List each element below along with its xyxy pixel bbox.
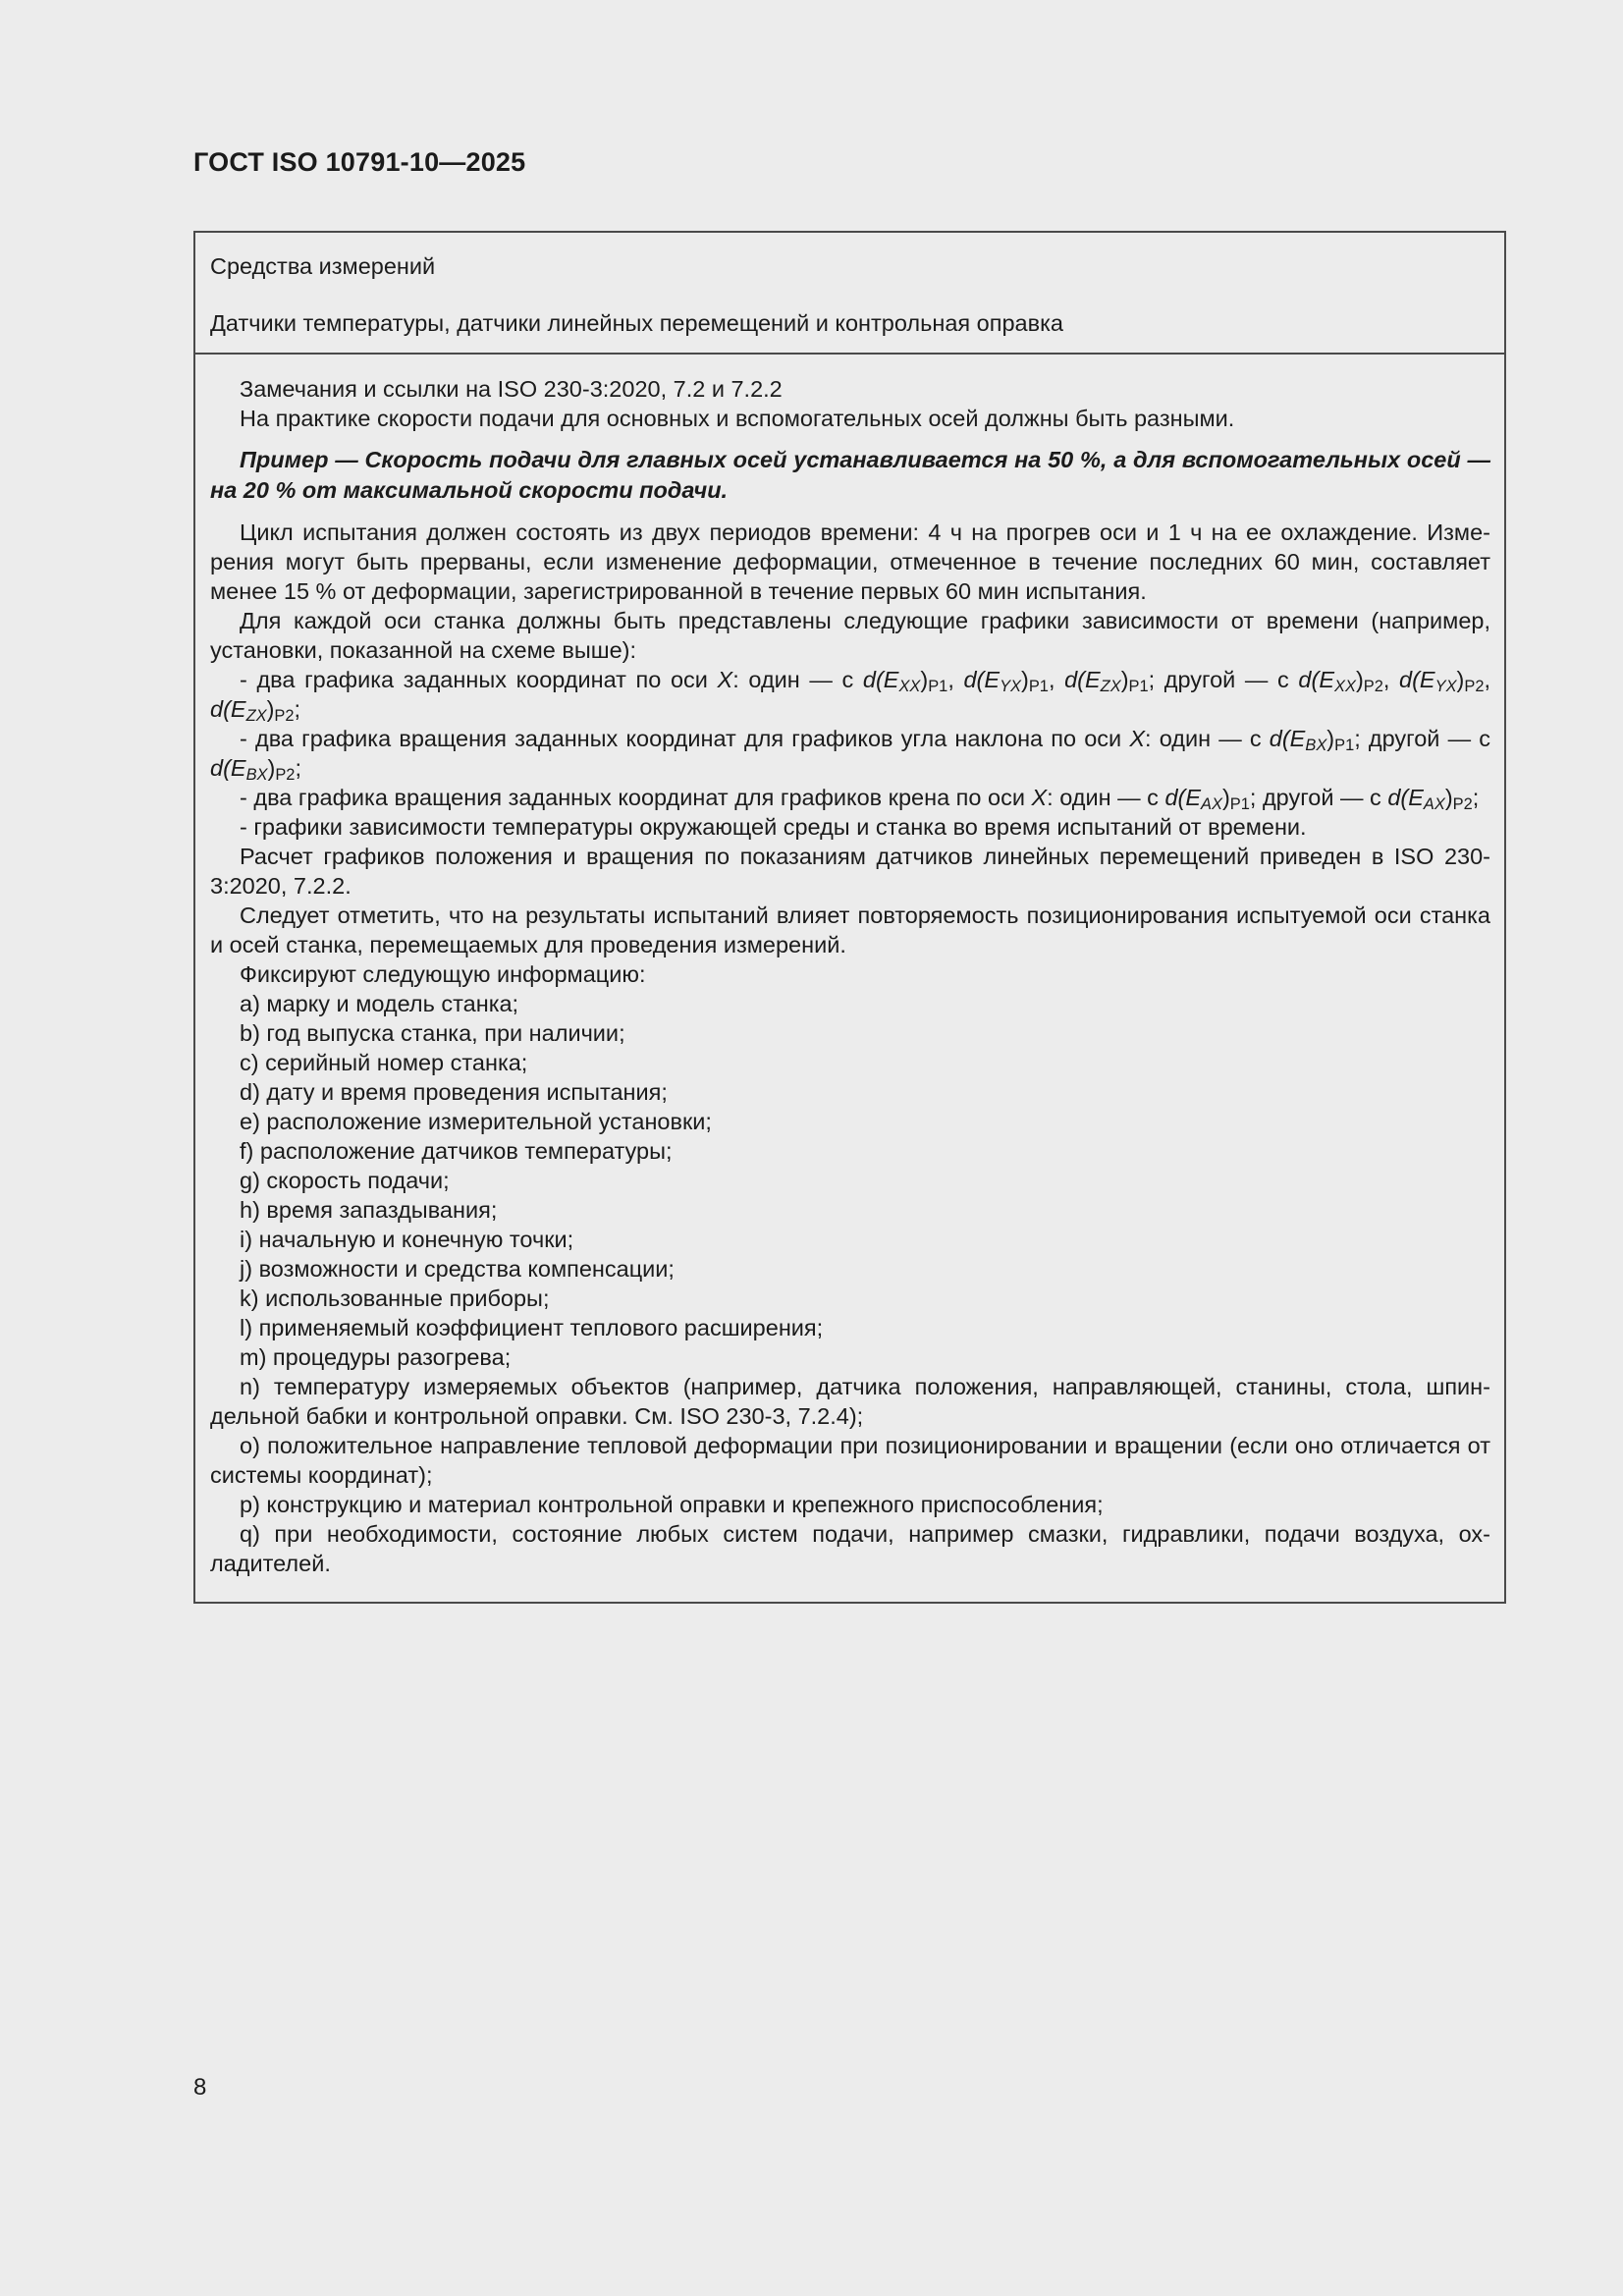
notes-reference: Замечания и ссылки на ISO 230-3:2020, 7.2 и 7.2.2 [240, 376, 783, 402]
graph-bullet-roll: - два графика вращения заданных координат для графиков крена по оси X: один — с $d(E_{AX})_{P1}$; другой — с $d(E_{AX})_{P2}$; [240, 785, 1480, 813]
content-frame [193, 231, 1506, 1604]
list-item: o) положительное направление тепловой деформации при позиционировании и вращении (если оно отличается от системы координат); [210, 1433, 1490, 1488]
list-item: b) год выпуска станка, при наличии; [240, 1020, 625, 1046]
list-item: k) использованные приборы; [240, 1285, 550, 1311]
list-item: a) марку и модель станка; [240, 991, 519, 1016]
graph-bullet-tilt: - два графика вращения заданных координат для графиков угла наклона по оси X: один — с $d(E_{BX})_{P1}$; другой — с $d(E_{BX})_{P2}$; [210, 726, 1490, 784]
list-item: d) дату и время проведения испытания; [240, 1079, 668, 1105]
notes-section [195, 355, 1504, 1602]
graph-bullet-position: - два графика заданных координат по оси X: один — с $d(E_{XX})_{P1}$, $d(E_{YX})_{P1}$, $d(E_{ZX})_{P1}$; другой — с $d(E_{XX})_{P2}$, $d(E_{YX})_{P2}$, $d(E_{ZX})_{P2}$; [210, 667, 1491, 725]
repeatability-note: Следует отметить, что на результаты испытаний влияет повторяемость позиционирования испытуемой оси станка и осей станка, перемещаемых для проведения измерений. [210, 902, 1490, 957]
graphs-intro: Для каждой оси станка должны быть представлены следующие графики зависимости от времени (например, установки, показанной на схеме выше): [210, 608, 1490, 663]
instruments-heading: Средства измерений [210, 253, 436, 279]
list-item: g) скорость подачи; [240, 1168, 450, 1193]
list-item: m) процедуры разогрева; [240, 1344, 512, 1370]
calc-paragraph: Расчет графиков положения и вращения по показаниям датчиков линейных перемещений приведен в ISO 230-3:2020, 7.2.2. [210, 844, 1490, 899]
list-item: l) применяемый коэффициент теплового расширения; [240, 1315, 824, 1340]
record-intro: Фиксируют следующую информацию: [240, 961, 646, 987]
example-note: Пример — Скорость подачи для главных осей устанавливается на 50 %, а для вспомогательных осей — на 20 % от максимальной скорости подачи. [210, 447, 1490, 503]
graph-bullet-temperature: - графики зависимости температуры окружающей среды и станка во время испытаний от времени. [240, 814, 1307, 840]
list-item: q) при необходимости, состояние любых систем подачи, например смазки, гидравлики, подачи воздуха, охладителей. [210, 1521, 1490, 1576]
list-item: j) возможности и средства компенсации; [240, 1256, 675, 1282]
page-number: 8 [193, 2074, 207, 2101]
instruments-section [195, 233, 1504, 355]
cycle-paragraph: Цикл испытания должен состоять из двух периодов времени: 4 ч на прогрев оси и 1 ч на ее охлаждение. Измерения могут быть прерваны, если изменение деформации, отмеченное в течение последних 60 мин, составляет менее 15 % от деформации, зарегистрированной в течение первых 60 мин испытания. [210, 519, 1490, 604]
list-item: i) начальную и конечную точки; [240, 1227, 574, 1252]
notes-practice: На практике скорости подачи для основных и вспомогательных осей должны быть разными. [240, 406, 1235, 431]
list-item: f) расположение датчиков температуры; [240, 1138, 673, 1164]
record-list [210, 989, 1490, 1578]
list-item: n) температуру измеряемых объектов (например, датчика положения, направляющей, станины, стола, шпиндельной бабки и контрольной оправки. См. ISO 230-3, 7.2.4); [210, 1374, 1490, 1429]
list-item: c) серийный номер станка; [240, 1050, 528, 1075]
document-header: ГОСТ ISO 10791-10—2025 [193, 147, 526, 177]
list-item: p) конструкцию и материал контрольной оправки и крепежного приспособления; [240, 1492, 1104, 1517]
instruments-list: Датчики температуры, датчики линейных перемещений и контрольная оправка [210, 310, 1063, 336]
list-item: e) расположение измерительной установки; [240, 1109, 712, 1134]
list-item: h) время запаздывания; [240, 1197, 498, 1223]
